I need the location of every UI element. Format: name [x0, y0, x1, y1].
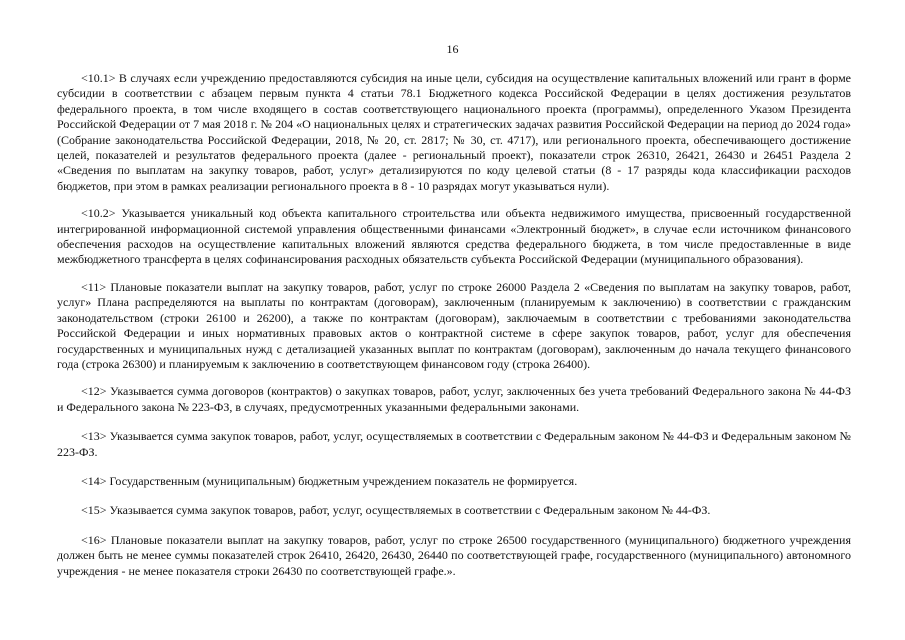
page-number: 16: [446, 42, 459, 56]
footnote-12: <12> Указывается сумма договоров (контрактов) о закупках товаров, работ, услуг, заключенных без учета требований Федерального закона № 44-ФЗ и Федерального закона № 223-ФЗ, в случаях, предусмотренных указанными федеральными законами.: [57, 384, 851, 414]
footnote-15: <15> Указывается сумма закупок товаров, работ, услуг, осуществляемых в соответствии с Федеральным законом № 44-ФЗ.: [81, 503, 711, 518]
footnote-10-2: <10.2> Указывается уникальный код объекта капитального строительства или объекта недвижимого имущества, присвоенный государственной интегрированной информационной системой управления общественными финансами «Электронный бюджет», в случае если источником финансового обеспечения расходов на осуществление капитальных вложений являются средства федерального бюджета, в том числе предоставленные в виде межбюджетного трансферта в целях софинансирования расходных обязательств субъекта Российской Федерации (муниципального образования).: [57, 206, 851, 267]
document-body: [57, 71, 851, 579]
footnote-16: <16> Плановые показатели выплат на закупку товаров, работ, услуг по строке 26500 государственного (муниципального) бюджетного учреждения должен быть не менее суммы показателей строк 26410, 26420, 26430, 26440 по соответствующей графе, государственного (муниципального) автономного учреждения - не менее показателя строки 26430 по соответствующей графе.».: [57, 532, 851, 578]
footnote-10-1: <10.1> В случаях если учреждению предоставляются субсидия на иные цели, субсидия на осуществление капитальных вложений или грант в форме субсидии в соответствии с абзацем первым пункта 4 статьи 78.1 Бюджетного кодекса Российской Федерации в целях достижения результатов федерального проекта, в том числе входящего в состав соответствующего национального проекта (программы), определенного Указом Президента Российской Федерации от 7 мая 2018 г. № 204 «О национальных целях и стратегических задачах развития Российской Федерации на период до 2024 года» (Собрание законодательства Российской Федерации, 2018, № 20, ст. 2817; № 30, ст. 4717), или регионального проекта, обеспечивающего достижение целей, показателей и результатов федерального проекта (далее - региональный проект), показатели строк 26310, 26421, 26430 и 26451 Раздела 2 «Сведения по выплатам на закупку товаров, работ, услуг» детализируются по коду целевой статьи (8 - 17 разряды кода классификации расходов бюджетов, при этом в рамках реализации регионального проекта в 8 - 10 разрядах могут указываться нули).: [57, 71, 851, 193]
footnote-13: <13> Указывается сумма закупок товаров, работ, услуг, осуществляемых в соответствии с Федеральным законом № 44-ФЗ и Федеральным законом № 223-ФЗ.: [57, 429, 851, 459]
footnote-11: <11> Плановые показатели выплат на закупку товаров, работ, услуг по строке 26000 Раздела 2 «Сведения по выплатам на закупку товаров, работ, услуг» Плана распределяются на выплаты по контрактам (договорам), заключенным (планируемым к заключению) в соответствии с гражданским законодательством (строки 26100 и 26200), а также по контрактам (договорам), заключаемым в соответствии с требованиями законодательства Российской Федерации и иных нормативных правовых актов о контрактной системе в сфере закупок товаров, работ, услуг для обеспечения государственных и муниципальных нужд с детализацией указанных выплат по контрактам (договорам), заключенным до начала текущего финансового года (строка 26300) и планируемым к заключению в соответствующем финансовом году (строка 26400).: [57, 279, 851, 371]
footnote-14: <14> Государственным (муниципальным) бюджетным учреждением показатель не формируется.: [81, 473, 578, 488]
